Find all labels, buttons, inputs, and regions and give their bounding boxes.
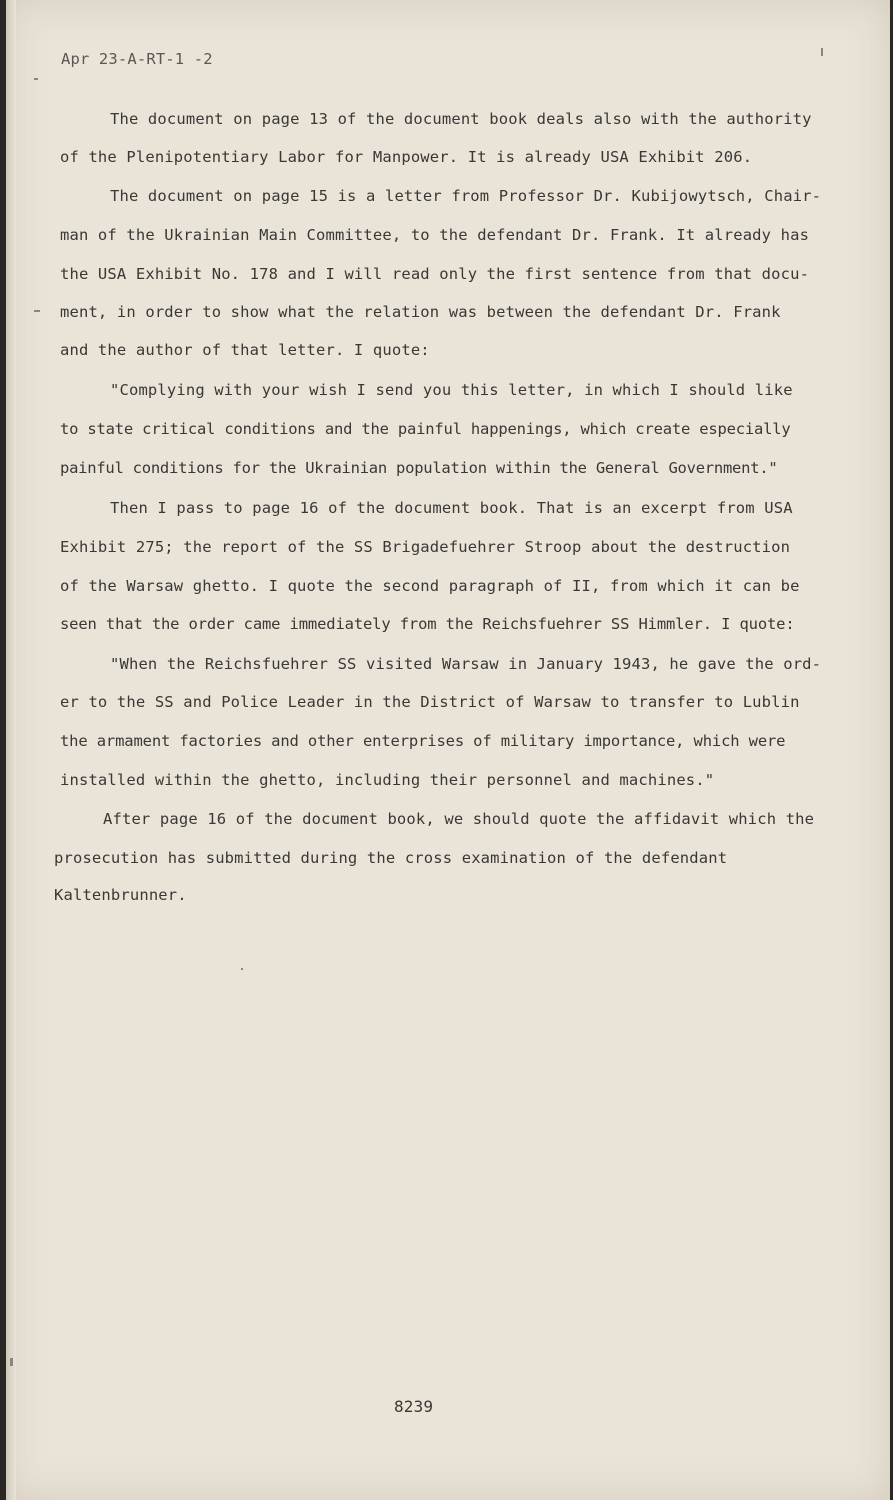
body-line: man of the Ukrainian Main Committee, to the defendant Dr. Frank. It already has <box>60 226 810 244</box>
document-page <box>6 0 890 1500</box>
quote-line: the armament factories and other enterprises of military importance, which were <box>60 732 786 750</box>
body-line: and the author of that letter. I quote: <box>60 341 430 359</box>
paper-speck <box>34 310 40 312</box>
paper-speck <box>241 968 243 970</box>
body-line: of the Plenipotentiary Labor for Manpower. It is already USA Exhibit 206. <box>60 148 753 166</box>
body-line: prosecution has submitted during the cross examination of the defendant <box>54 849 728 867</box>
quote-line: er to the SS and Police Leader in the District of Warsaw to transfer to Lublin <box>60 693 800 711</box>
paper-speck <box>10 1358 13 1366</box>
quote-line: "When the Reichsfuehrer SS visited Warsaw in January 1943, he gave the ord- <box>110 655 822 673</box>
body-line: Kaltenbrunner. <box>54 886 187 904</box>
body-line: The document on page 13 of the document book deals also with the authority <box>110 110 812 128</box>
body-line: the USA Exhibit No. 178 and I will read only the first sentence from that docu- <box>60 265 810 283</box>
page-edge <box>6 0 16 1500</box>
paper-speck <box>821 48 823 56</box>
body-line: The document on page 15 is a letter from Professor Dr. Kubijowytsch, Chair- <box>110 187 822 205</box>
paper-speck <box>34 78 38 80</box>
body-line: seen that the order came immediately from the Reichsfuehrer SS Himmler. I quote: <box>60 615 795 633</box>
body-line: Exhibit 275; the report of the SS Brigadefuehrer Stroop about the destruction <box>60 538 791 556</box>
quote-line: "Complying with your wish I send you this letter, in which I should like <box>110 381 793 399</box>
quote-line: installed within the ghetto, including their personnel and machines." <box>60 771 715 789</box>
document-reference-header: Apr 23-A-RT-1 -2 <box>61 50 213 68</box>
page-number: 8239 <box>394 1397 434 1416</box>
body-line: Then I pass to page 16 of the document book. That is an excerpt from USA <box>110 499 793 517</box>
quote-line: to state critical conditions and the painful happenings, which create especially <box>60 420 791 438</box>
body-line: After page 16 of the document book, we should quote the affidavit which the <box>103 810 815 828</box>
body-line: of the Warsaw ghetto. I quote the second paragraph of II, from which it can be <box>60 577 800 595</box>
quote-line: painful conditions for the Ukrainian population within the General Government." <box>60 459 778 477</box>
body-line: ment, in order to show what the relation was between the defendant Dr. Frank <box>60 303 781 321</box>
